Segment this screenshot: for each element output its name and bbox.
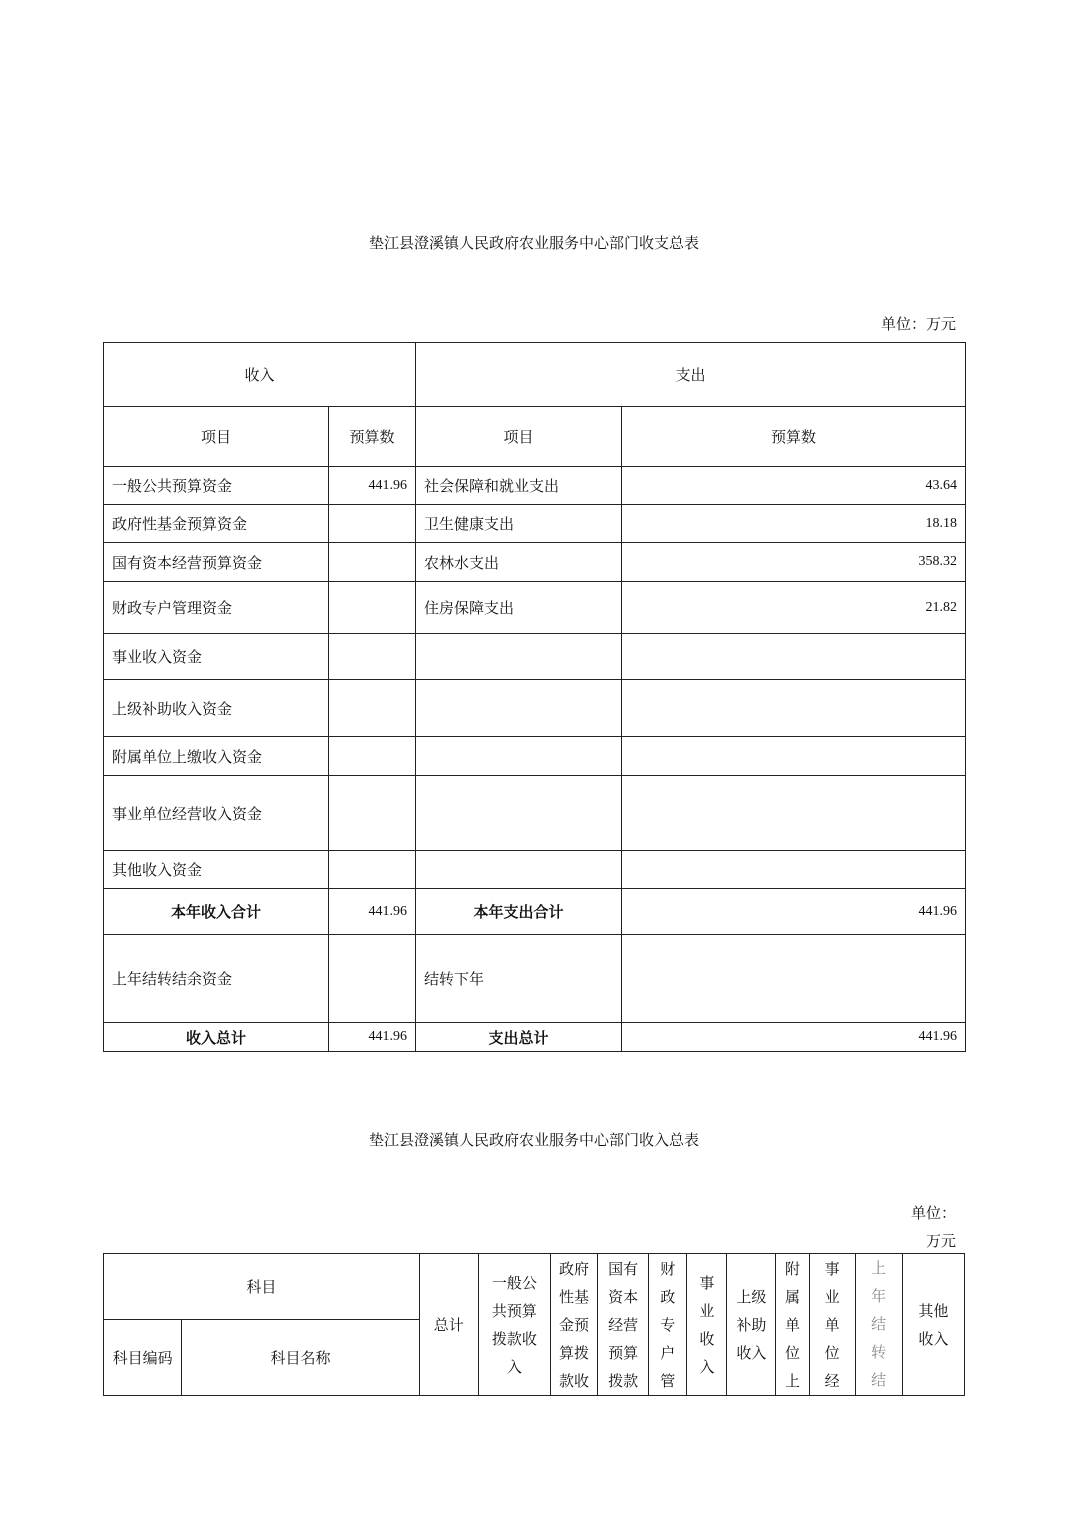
table2-unit-line2: 万元 [925,1232,956,1250]
expense-value [622,634,966,680]
header-line: 金预 [559,1315,590,1334]
general-budget-header [478,1254,550,1396]
expense-value [622,776,966,851]
income-value [329,634,416,680]
header-line: 补助 [736,1315,767,1334]
header-line: 结 [871,1316,887,1333]
header-line: 政 [660,1287,676,1306]
expense-budget-col-header: 预算数 [622,407,966,467]
subject-code-header: 科目编码 [104,1320,182,1396]
header-line: 国有 [608,1259,639,1278]
income-item: 其他收入资金 [104,851,329,889]
income-item: 事业单位经营收入资金 [104,776,329,851]
state-capital-header [598,1254,649,1396]
header-line: 收入 [736,1343,767,1362]
header-line: 资本 [608,1287,639,1306]
income-expense-summary-table [103,342,966,1052]
header-line: 共预算 [491,1301,537,1320]
expense-header: 支出 [416,343,966,407]
income-value [329,851,416,889]
header-line: 财 [660,1259,676,1278]
table-row [104,582,966,634]
header-line: 入 [506,1357,522,1376]
carry-next-year-value [622,935,966,1023]
other-income-header [902,1254,964,1396]
last-year-carry-label: 上年结转结余资金 [104,935,329,1023]
carry-over-row [104,935,966,1023]
expense-item-col-header: 项目 [416,407,622,467]
expense-value [622,680,966,737]
income-summary-table [103,1253,965,1396]
income-value [329,582,416,634]
income-value [329,543,416,582]
expense-item: 住房保障支出 [416,582,622,634]
superior-subsidy-header [727,1254,776,1396]
header-line: 上 [871,1260,887,1277]
business-income-header [687,1254,727,1396]
expense-grand-total-label: 支出总计 [416,1023,622,1052]
expense-item [416,634,622,680]
expense-value [622,851,966,889]
last-year-carry-header [855,1254,902,1396]
expense-value [622,737,966,776]
subject-name-header: 科目名称 [182,1320,420,1396]
income-item: 附属单位上缴收入资金 [104,737,329,776]
expense-value: 21.82 [622,582,966,634]
table-row [104,634,966,680]
table1-title: 垫江县澄溪镇人民政府农业服务中心部门收支总表 [368,234,699,252]
expense-grand-total-value: 441.96 [622,1023,966,1052]
income-grand-total-label: 收入总计 [104,1023,329,1052]
header-line: 其他 [918,1301,949,1320]
header-line: 经 [824,1371,840,1390]
header-line: 事 [824,1259,840,1278]
header-line: 业 [699,1301,715,1320]
income-item: 一般公共预算资金 [104,467,329,505]
income-value [329,680,416,737]
expense-item [416,737,622,776]
header-line: 收 [699,1329,715,1348]
expense-value: 43.64 [622,467,966,505]
income-item: 政府性基金预算资金 [104,505,329,543]
fund-budget-header [551,1254,598,1396]
header-line: 预算 [608,1343,639,1362]
expense-item [416,776,622,851]
expense-item [416,851,622,889]
expense-value: 18.18 [622,505,966,543]
header-line: 款收 [559,1371,590,1390]
header-line: 户 [660,1343,676,1362]
year-income-total-value: 441.96 [329,889,416,935]
income-value [329,737,416,776]
year-expense-total-label: 本年支出合计 [416,889,622,935]
total-header: 总计 [419,1254,478,1396]
income-grand-total-value: 441.96 [329,1023,416,1052]
grand-total-row [104,1023,966,1052]
special-account-header [649,1254,687,1396]
table2-unit-line1: 单位： [910,1204,956,1222]
year-total-row [104,889,966,935]
expense-item: 社会保障和就业支出 [416,467,622,505]
header-line: 算拨 [559,1343,590,1362]
income-item: 上级补助收入资金 [104,680,329,737]
income-item: 事业收入资金 [104,634,329,680]
header-line: 转 [871,1344,887,1361]
header-line: 位 [824,1343,840,1362]
affiliated-header [776,1254,809,1396]
year-income-total-label: 本年收入合计 [104,889,329,935]
header-line: 上 [785,1371,801,1390]
income-item-col-header: 项目 [104,407,329,467]
header-line: 拨款收 [491,1329,537,1348]
table-row [104,543,966,582]
income-value [329,505,416,543]
table-row [104,776,966,851]
header-line: 收入 [918,1329,949,1348]
header-line: 一般公 [491,1273,537,1292]
income-value: 441.96 [329,467,416,505]
header-line: 位 [785,1343,801,1362]
header-line: 年 [871,1288,887,1305]
header-line: 管 [660,1371,676,1390]
carry-next-year-label: 结转下年 [416,935,622,1023]
header-line: 单 [824,1315,840,1334]
last-year-carry-value [329,935,416,1023]
income-item: 财政专户管理资金 [104,582,329,634]
income-header: 收入 [104,343,416,407]
table2-title: 垫江县澄溪镇人民政府农业服务中心部门收入总表 [368,1131,699,1149]
header-line: 属 [785,1287,801,1306]
header-line: 政府 [559,1259,590,1278]
year-expense-total-value: 441.96 [622,889,966,935]
header-line: 业 [824,1287,840,1306]
table-row [104,851,966,889]
header-line: 入 [699,1357,715,1376]
income-item: 国有资本经营预算资金 [104,543,329,582]
header-line: 拨款 [608,1371,639,1390]
header-line: 附 [785,1259,801,1278]
income-value [329,776,416,851]
expense-value: 358.32 [622,543,966,582]
table-row [104,680,966,737]
subject-header: 科目 [104,1254,420,1320]
header-line: 专 [660,1315,676,1334]
table-row [104,467,966,505]
expense-item [416,680,622,737]
table-row [104,737,966,776]
expense-item: 卫生健康支出 [416,505,622,543]
header-line: 性基 [559,1287,590,1306]
header-line: 事 [699,1273,715,1292]
expense-item: 农林水支出 [416,543,622,582]
table1-unit: 单位：万元 [880,315,956,333]
income-budget-col-header: 预算数 [329,407,416,467]
business-operation-header [809,1254,855,1396]
header-line: 上级 [736,1287,767,1306]
header-line: 经营 [608,1315,639,1334]
header-line: 结 [871,1372,887,1389]
table-row [104,505,966,543]
header-line: 单 [785,1315,801,1334]
